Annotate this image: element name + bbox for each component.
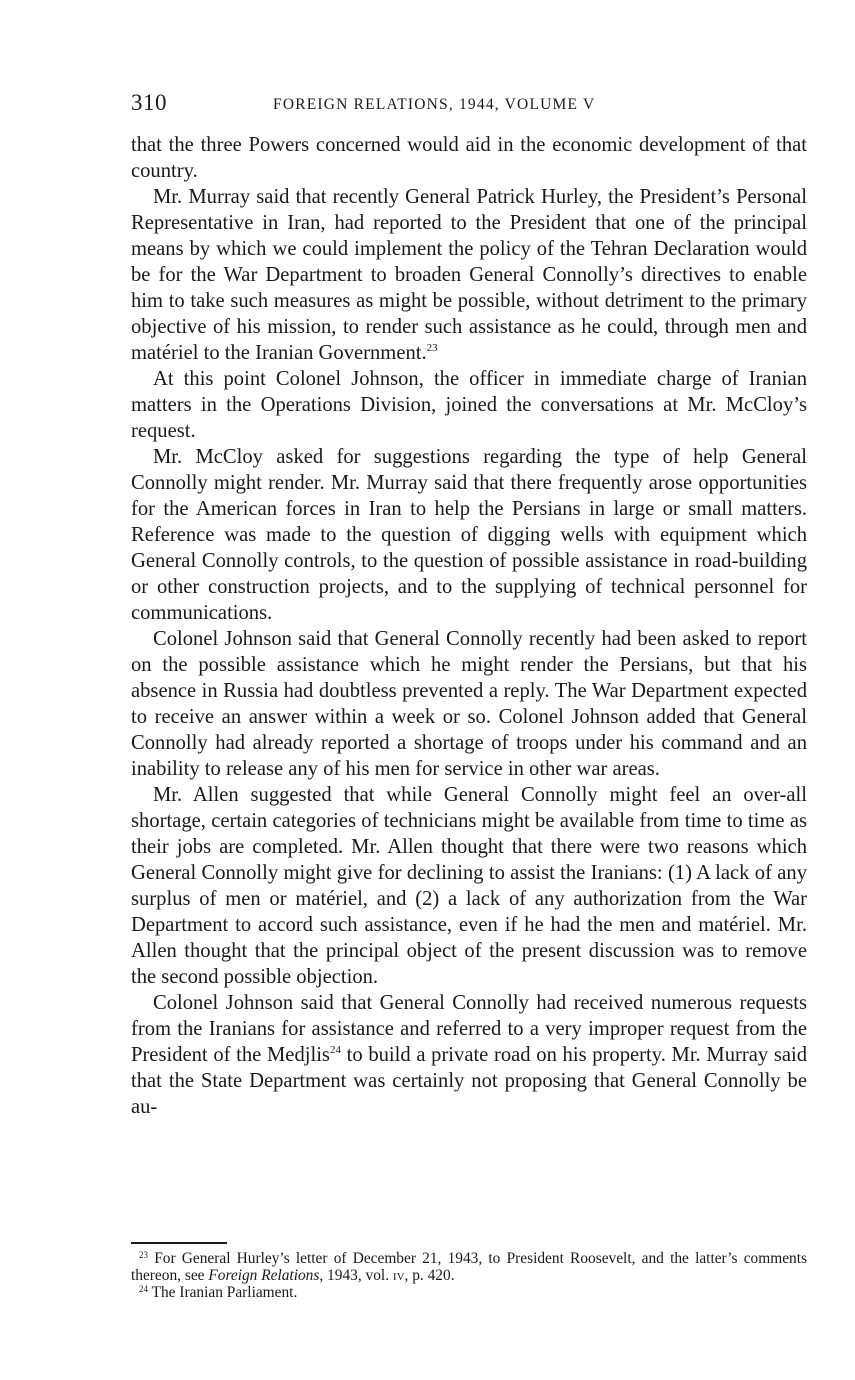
paragraph (131, 444, 807, 626)
footnotes (131, 1250, 807, 1301)
page-header (131, 90, 807, 122)
body-text (131, 132, 807, 1120)
footnote-volume: iv (392, 1267, 405, 1284)
page-number: 310 (131, 90, 167, 115)
footnote-title: Foreign Relations (208, 1267, 320, 1284)
paragraph (131, 990, 807, 1120)
footnote-ref: 23 (426, 342, 438, 354)
paragraph-text: that the three Powers concerned would aid in the economic development of that country. (131, 134, 807, 182)
footnote-text: , p. 420. (404, 1267, 455, 1284)
footnote-text: For General Hurley’s letter of December 21, 1943, to President Roosevelt, and the latter’s comments thereon, see (131, 1250, 807, 1284)
paragraph-text: At this point Colonel Johnson, the officer in immediate charge of Iranian matters in the Operations Division, joined the conversations at Mr. McCloy’s request. (131, 368, 807, 442)
running-head: FOREIGN RELATIONS, 1944, VOLUME V (273, 96, 596, 113)
footnote-marker: 24 (139, 1284, 148, 1294)
paragraph (131, 782, 807, 990)
paragraph (131, 184, 807, 366)
paragraph-text: Colonel Johnson said that General Connolly recently had been asked to report on the possible assistance which he might render the Persians, but that his absence in Russia had doubtless prevented a reply. The War Department expected to receive an answer within a week or so. Colonel Johnson added that General Connolly had already reported a shortage of troops under his command and an inability to release any of his men for service in other war areas. (131, 628, 807, 780)
document-page (131, 90, 807, 1120)
footnote-text: The Iranian Parliament. (151, 1284, 298, 1301)
paragraph-text: Mr. Murray said that recently General Patrick Hurley, the President’s Personal Representative in Iran, had reported to the President that one of the principal means by which we could implement the policy of the Tehran Declaration would be for the War Department to broaden General Connolly’s directives to enable him to take such measures as might be possible, without detriment to the primary objective of his mission, to render such assistance as he could, through men and matériel to the Iranian Government. (131, 186, 807, 364)
footnote (131, 1250, 807, 1284)
paragraph-text: Mr. McCloy asked for suggestions regarding the type of help General Connolly might render. Mr. Murray said that there frequently arose opportunities for the American forces in Iran to help the Persians in large or small matters. Reference was made to the question of digging wells with equipment which General Connolly controls, to the question of possible assistance in road-building or other construction projects, and to the supplying of technical personnel for communications. (131, 446, 807, 624)
footnote (131, 1284, 807, 1301)
paragraph (131, 132, 807, 184)
paragraph-text: Colonel Johnson said that General Connolly had received numerous requests from the Iranians for assistance and referred to a very improper request from the President of the Medjlis (131, 992, 807, 1066)
footnote-ref: 24 (329, 1044, 341, 1056)
paragraph-text: to build a private road on his property. Mr. Murray said that the State Department was certainly not proposing that General Connolly be au- (131, 1044, 807, 1118)
footnote-divider (131, 1242, 227, 1244)
footnote-marker: 23 (139, 1250, 148, 1260)
paragraph (131, 626, 807, 782)
footnote-text: , 1943, vol. (319, 1267, 393, 1284)
paragraph (131, 366, 807, 444)
paragraph-text: Mr. Allen suggested that while General Connolly might feel an over-all shortage, certain categories of technicians might be available from time to time as their jobs are completed. Mr. Allen thought that there were two reasons which General Connolly might give for declining to assist the Iranians: (1) A lack of any surplus of men or matériel, and (2) a lack of any authorization from the War Department to accord such assistance, even if he had the men and matériel. Mr. Allen thought that the principal object of the present discussion was to remove the second possible objection. (131, 784, 807, 988)
